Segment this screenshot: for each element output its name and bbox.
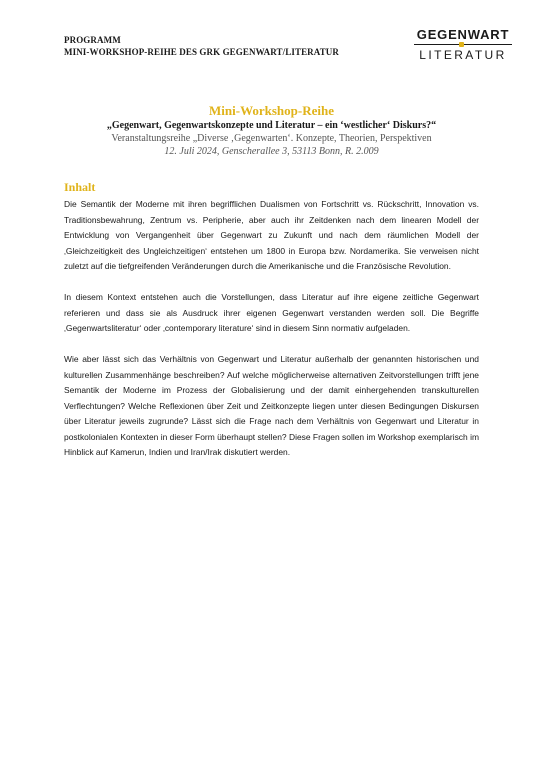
series-line: Veranstaltungsreihe „Diverse ‚Gegenwarten‘. Konzepte, Theorien, Perspektiven (111, 133, 432, 144)
body-text (64, 197, 479, 476)
date-location-line: 12. Juli 2024, Genscherallee 3, 53113 Bonn, R. 2.009 (164, 146, 379, 157)
header-series-title: MINI-WORKSHOP-REIHE DES GRK GEGENWART/LITERATUR (64, 47, 340, 57)
workshop-subtitle: „Gegenwart, Gegenwartskonzepte und Literatur – ein ‘westlicher‘ Diskurs?“ (106, 120, 437, 131)
logo-divider (414, 44, 512, 45)
logo-top-word: GEGENWART (416, 27, 510, 42)
gegenwart-literatur-logo (414, 27, 512, 62)
title-block (40, 103, 503, 158)
document-header (64, 34, 339, 58)
header-label: PROGRAMM (64, 35, 121, 45)
page-title: Mini-Workshop-Reihe (209, 103, 334, 118)
logo-accent-square (459, 42, 464, 47)
paragraph: Die Semantik der Moderne mit ihren begrifflichen Dualismen von Fortschritt vs. Rückschritt, Innovation vs. Traditionsbewahrung, Zentrum vs. Peripherie, aber auch ihr Zeitdenken nach dem linearen Modell der Entwicklung von Vergangenheit über Gegenwart zu Zukunft und nach dem räumlichen Modell der ‚Gleichzeitigkeit des Ungleichzeitigen‘ entstehen um 1800 in Europa bzw. Nordamerika. Sie verweisen nicht zuletzt auf die tiefgreifenden Veränderungen durch die Amerikanische und die Französische Revolution. (64, 199, 479, 271)
paragraph: In diesem Kontext entstehen auch die Vorstellungen, dass Literatur auf ihre eigene zeitliche Gegenwart referieren und dass sie als Ausdruck ihrer eigenen Gegenwart verstanden werden soll. Die Begriffe ‚Gegenwartsliteratur‘ oder ‚contemporary literature‘ sind in diesem Sinn normativ aufgeladen. (64, 292, 479, 333)
section-heading: Inhalt (64, 180, 96, 194)
paragraph: Wie aber lässt sich das Verhältnis von Gegenwart und Literatur außerhalb der genannten historischen und kulturellen Zusammenhänge beschreiben? Auf welche möglicherweise alternativen Zeitvorstellungen trifft jene Semantik der Moderne im Prozess der Globalisierung und der damit einhergehenden transkulturellen Verflechtungen? Welche Reflexionen über Zeit und Zeitkonzepte liegen unter diesen Bedingungen Diskursen über Literatur jeweils zugrunde? Lässt sich die Frage nach dem Verhältnis von Gegenwart und Literatur in postkolonialen Kontexten in dieser Form überhaupt stellen? Diese Fragen sollen im Workshop exemplarisch im Hinblick auf Kamerun, Indien und Iran/Irak diskutiert werden. (64, 354, 479, 457)
logo-bottom-word: LITERATUR (419, 48, 507, 62)
